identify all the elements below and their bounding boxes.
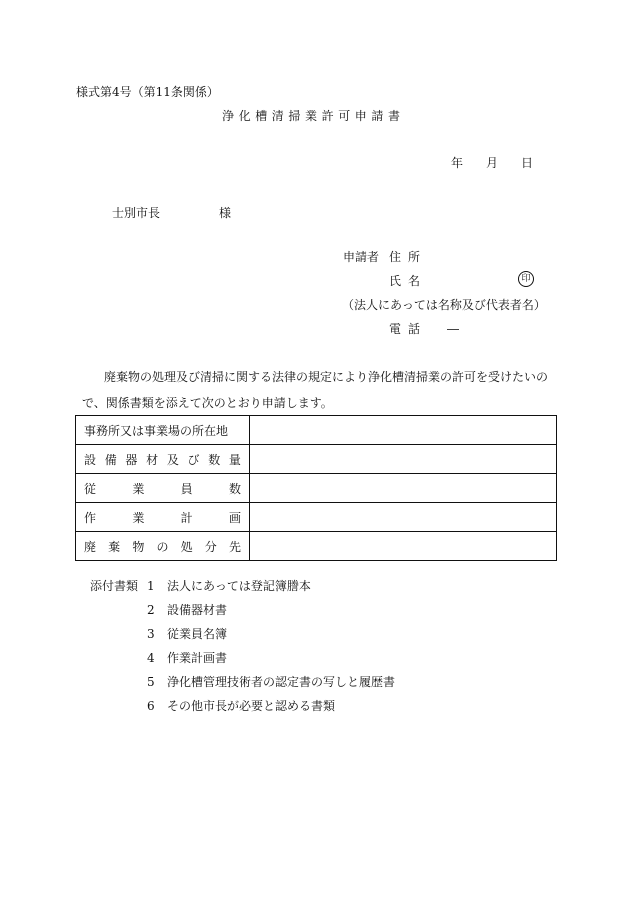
table-label-cell [76, 503, 250, 532]
table-row [76, 445, 557, 474]
row-label: 従 業 員 数 [84, 481, 241, 496]
attachment-number: 6 [147, 699, 155, 713]
attachment-item: 作業計画書 [167, 651, 228, 665]
recipient-suffix: 様 [219, 206, 232, 220]
corporate-note: （法人にあっては名称及び代表者名） [342, 298, 546, 312]
attachment-item: 浄化槽管理技術者の認定書の写しと履歴書 [167, 675, 396, 689]
intro-line-1: 廃棄物の処理及び清掃に関する法律の規定により浄化槽清掃業の許可を受けたいの [104, 370, 549, 384]
table-value-cell[interactable] [250, 503, 557, 532]
attachment-number: 3 [147, 627, 155, 641]
phone-label: 電話 [389, 322, 428, 336]
recipient-name: 士別市長 [112, 206, 161, 220]
table-label-cell [76, 416, 250, 445]
table-value-cell[interactable] [250, 474, 557, 503]
table-value-cell[interactable] [250, 416, 557, 445]
table-label-cell [76, 445, 250, 474]
table-label-cell [76, 474, 250, 503]
date-month-label: 月 [486, 156, 499, 170]
table-row [76, 532, 557, 561]
attachment-number: 2 [147, 603, 155, 617]
attachments-heading: 添付書類 [90, 579, 139, 593]
attachment-item: 従業員名簿 [167, 627, 228, 641]
row-label: 設 備 器 材 及 び 数 量 [84, 452, 241, 467]
row-label: 事務所又は事業場の所在地 [84, 423, 229, 438]
application-table [75, 415, 557, 561]
attachment-number: 1 [147, 579, 155, 593]
form-number: 様式第4号（第11条関係） [76, 85, 219, 99]
phone-dash: ― [447, 322, 459, 336]
date-year-label: 年 [451, 156, 464, 170]
table-row [76, 503, 557, 532]
intro-line-2: で、関係書類を添えて次のとおり申請します。 [82, 396, 333, 410]
attachment-item: 法人にあっては登記簿謄本 [167, 579, 311, 593]
attachment-item: その他市長が必要と認める書類 [167, 699, 336, 713]
table-value-cell[interactable] [250, 532, 557, 561]
row-label: 廃 棄 物 の 処 分 先 [84, 539, 241, 554]
seal-mark: 印 [518, 271, 534, 287]
applicant-label: 申請者 [343, 250, 380, 264]
form-title: 浄化槽清掃業許可申請書 [222, 109, 405, 123]
attachment-number: 5 [147, 675, 155, 689]
table-row [76, 474, 557, 503]
address-label: 住所 [389, 250, 428, 264]
table-label-cell [76, 532, 250, 561]
attachment-item: 設備器材書 [167, 603, 228, 617]
attachment-number: 4 [147, 651, 155, 665]
date-day-label: 日 [521, 156, 534, 170]
table-value-cell[interactable] [250, 445, 557, 474]
table-row [76, 416, 557, 445]
name-label: 氏名 [389, 274, 428, 288]
row-label: 作 業 計 画 [84, 510, 241, 525]
